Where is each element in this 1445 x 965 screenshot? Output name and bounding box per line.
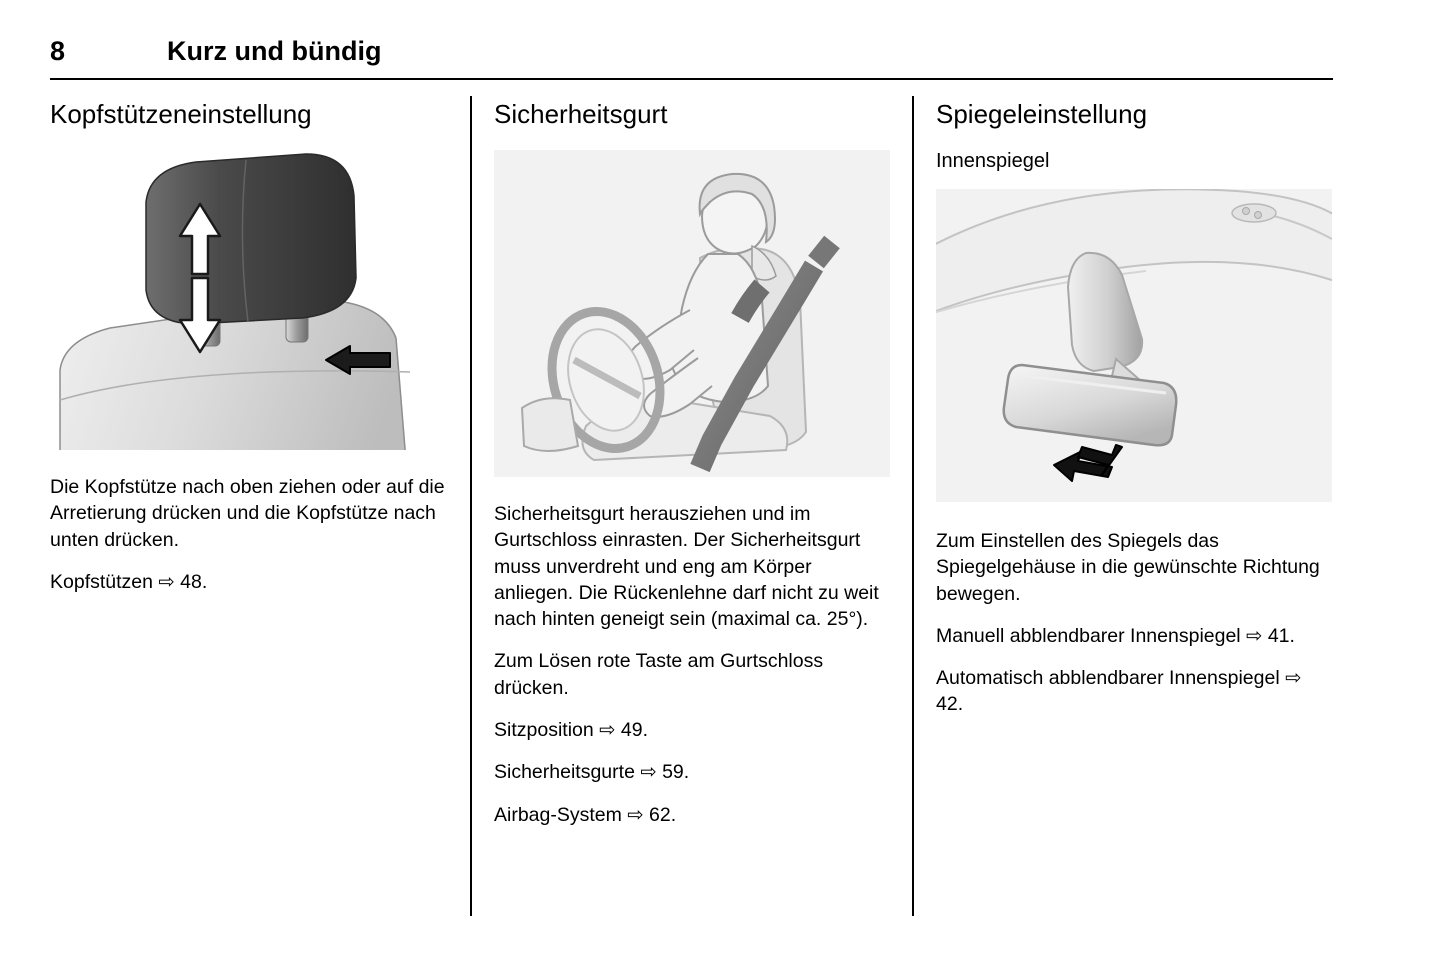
- page-header: [50, 36, 1333, 76]
- section-title-seatbelt: Sicherheitsgurt: [494, 99, 668, 129]
- mirror-reference-2: Automatisch abblendbarer Innenspiegel ⇨ 42.: [936, 667, 1302, 716]
- section-title-headrest: Kopfstützeneinstellung: [50, 99, 312, 129]
- column-mirror: [936, 100, 1332, 718]
- mirror-reference-1: Manuell abblendbarer Innenspiegel ⇨ 41.: [936, 624, 1295, 647]
- seatbelt-paragraph-2: Zum Lösen rote Taste am Gurtschloss drücken.: [494, 650, 824, 699]
- column-headrest: [50, 100, 446, 595]
- mirror-paragraph-1: Zum Einstellen des Spiegels das Spiegelgehäuse in die gewünschte Richtung bewegen.: [936, 529, 1320, 605]
- column-divider-1: [470, 96, 472, 916]
- seatbelt-reference-3: Airbag-System ⇨ 62.: [494, 803, 677, 826]
- header-title: Kurz und bündig: [167, 36, 382, 66]
- column-divider-2: [912, 96, 914, 916]
- headrest-reference-1: Kopfstützen ⇨ 48.: [50, 570, 208, 593]
- seat-belt-illustration: [494, 150, 890, 477]
- interior-mirror-illustration: [936, 189, 1332, 502]
- column-seatbelt: [494, 100, 890, 828]
- headrest-paragraph-1: Die Kopfstütze nach oben ziehen oder auf die Arretierung drücken und die Kopfstütze nach unten drücken.: [50, 475, 445, 551]
- seatbelt-paragraph-1: Sicherheitsgurt herausziehen und im Gurtschloss einrasten. Der Sicherheitsgurt muss unverdreht und eng am Körper anliegen. Die Rückenlehne darf nicht zu weit nach hinten geneigt sein (maximal ca. 25°).: [494, 502, 879, 631]
- seatbelt-reference-2: Sicherheitsgurte ⇨ 59.: [494, 761, 690, 784]
- header-divider: [50, 78, 1333, 80]
- subsection-title-interior-mirror: Innenspiegel: [936, 149, 1050, 172]
- seatbelt-reference-1: Sitzposition ⇨ 49.: [494, 719, 649, 742]
- page-number: 8: [50, 36, 66, 66]
- headrest-adjustment-illustration: [50, 150, 446, 450]
- section-title-mirror: Spiegeleinstellung: [936, 99, 1148, 129]
